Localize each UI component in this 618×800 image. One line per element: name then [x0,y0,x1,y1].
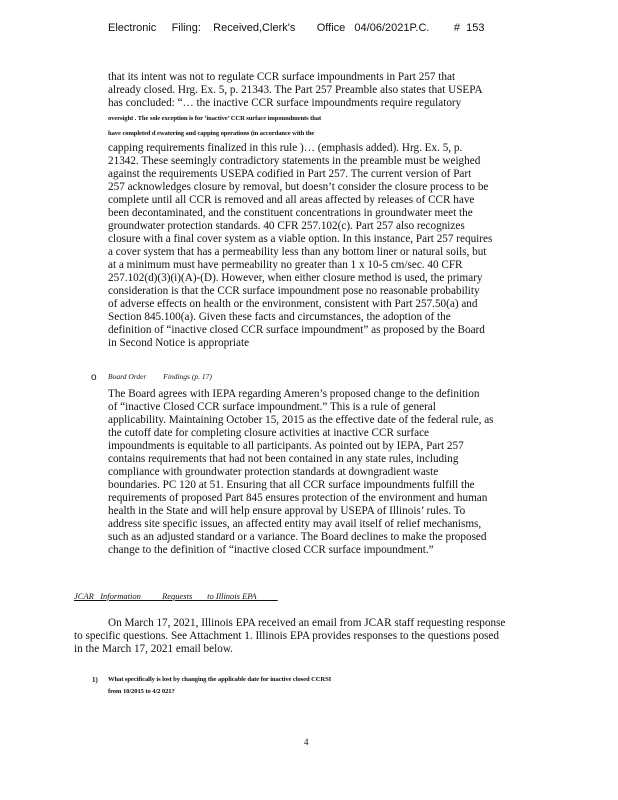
page-number: 4 [304,737,309,747]
quote-line: oversight . The sole exception is for ‘inactive’ CCR surface impoundments that [108,115,322,122]
paragraph-line: applicability. Maintaining October 15, 2015 as the effective date of the federal rule, as [108,414,494,426]
bullet-marker: o [91,372,97,383]
jcar-heading: JCAR Information Requests to Illinois EPA [74,591,278,601]
paragraph-line: The Board agrees with IEPA regarding Ameren’s proposed change to the definition [108,388,480,400]
paragraph-line: that its intent was not to regulate CCR surface impoundments in Part 257 that [108,71,456,83]
paragraph-line: in the March 17, 2021 email below. [74,643,233,655]
paragraph-line: closure with a final cover system as a viable option. In this instance, Part 257 requires [108,233,493,245]
paragraph-line: in Second Notice is appropriate [108,337,250,349]
paragraph-line: at a minimum must have permeability no greater than 1 x 10-5 cm/sec. 40 CFR [108,259,463,271]
paragraph-line: address site specific issues, an affected entity may avail itself of relief mechanisms, [108,518,482,530]
question-number: 1) [92,676,98,684]
paragraph-line: already closed. Hrg. Ex. 5, p. 21343. The Part 257 Preamble also states that USEPA [108,84,483,96]
paragraph-line: requirements of proposed Part 845 ensures protection of the environment and human [108,492,488,504]
paragraph-line: change to the definition of “inactive closed CCR surface impoundment.” [108,544,434,556]
paragraph-line: such as an adjusted standard or a variance. The Board declines to make the proposed [108,531,487,543]
paragraph-line: definition of “inactive closed CCR surface impoundment” as proposed by the Board [108,324,485,336]
paragraph-line: health in the State and will help ensure approval by USEPA of Illinois’ rules. To [108,505,466,517]
board-order-subheading: Board Order Findings (p. 17) [108,372,212,381]
page-header: Electronic Filing: Received,Clerk's Office 04/06/2021P.C. # 153 [108,22,485,34]
paragraph-line: boundaries. PC 120 at 51. Ensuring that all CCR surface impoundments fulfill the [108,479,475,491]
paragraph-line: 21342. These seemingly contradictory statements in the preamble must be weighed [108,155,481,167]
question-line: What specifically is lost by changing the applicable date for inactive closed CCRSI [108,676,332,683]
paragraph-line: the cutoff date for completing closure activities at inactive CCR surface [108,427,430,439]
quote-line: have completed d ewatering and capping operations (in accordance with the [108,130,315,137]
paragraph-line: against the requirements USEPA codified in Part 257. The current version of Part [108,168,472,180]
paragraph-line: complete until all CCR is removed and all areas affected by releases of CCR have [108,194,475,206]
paragraph-line: of “inactive Closed CCR surface impoundment.” This is a rule of general [108,401,436,413]
paragraph-line: On March 17, 2021, Illinois EPA received an email from JCAR staff requesting response [108,617,506,629]
paragraph-line: 257.102(d)(3)(i)(A)-(D). However, when either closure method is used, the primary [108,272,483,284]
paragraph-line: of adverse effects on health or the environment, consistent with Part 257.50(a) and [108,298,478,310]
paragraph-line: groundwater protection standards. 40 CFR 257.102(c). Part 257 also recognizes [108,220,465,232]
paragraph-line: capping requirements finalized in this rule )… (emphasis added). Hrg. Ex. 5, p. [108,142,463,154]
paragraph-line: impoundments is equitable to all participants. As pointed out by IEPA, Part 257 [108,440,464,452]
paragraph-line: contains requirements that had not been contained in any state rules, including [108,453,459,465]
paragraph-line: Section 845.100(a). Given these facts and circumstances, the adoption of the [108,311,451,323]
paragraph-line: a cover system that has a permeability less than any bottom liner or natural soils, but [108,246,487,258]
question-line: from 10/2015 to 4/2 021? [108,688,175,695]
paragraph-line: to specific questions. See Attachment 1. Illinois EPA provides responses to the questions posed [74,630,499,642]
paragraph-line: compliance with groundwater protection standards at downgradient waste [108,466,439,478]
paragraph-line: consideration is that the CCR surface impoundment pose no reasonable probability [108,285,480,297]
paragraph-line: been decontaminated, and the constituent concentrations in groundwater meet the [108,207,473,219]
paragraph-line: has concluded: “… the inactive CCR surface impoundments require regulatory [108,97,462,109]
paragraph-line: 257 acknowledges closure by removal, but doesn’t consider the closure process to be [108,181,489,193]
